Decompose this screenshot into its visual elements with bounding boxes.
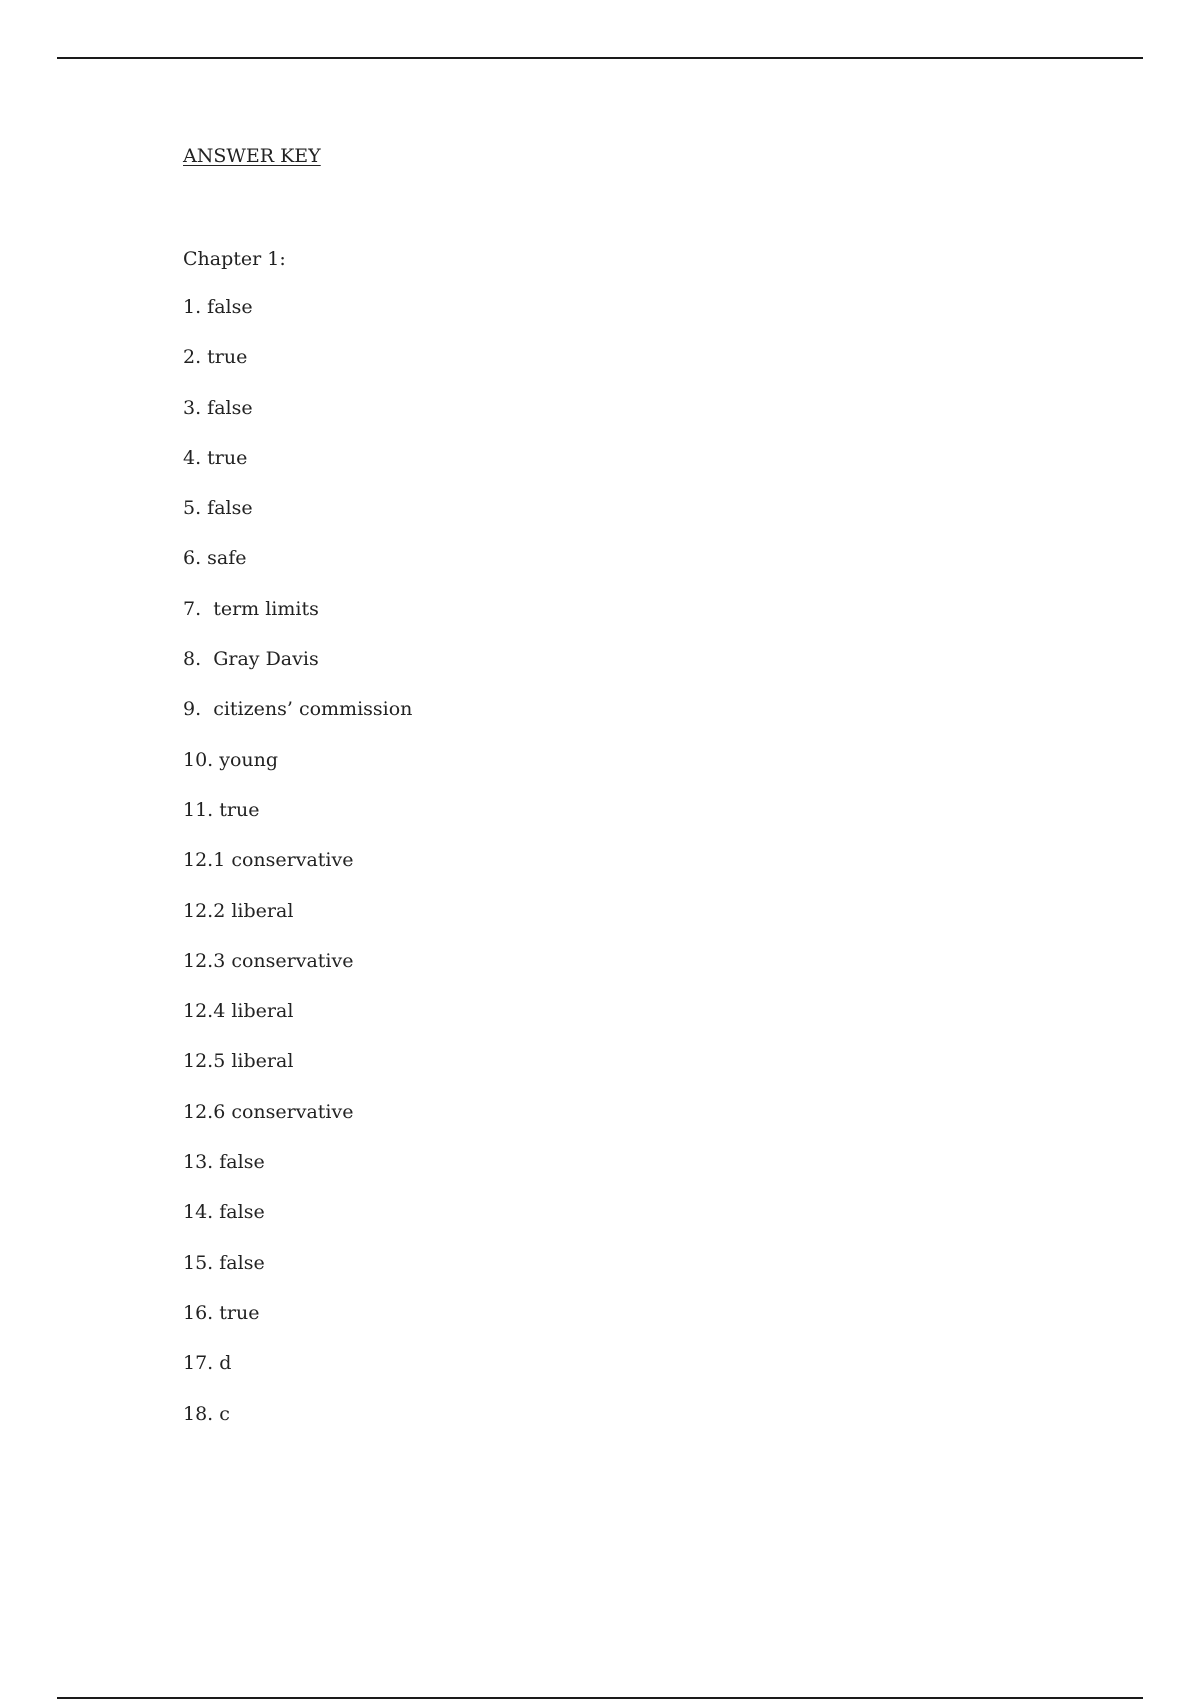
- answer-item: 12.6 conservative: [183, 1100, 354, 1123]
- answer-item: 12.5 liberal: [183, 1050, 294, 1073]
- answer-item: 4. true: [183, 446, 248, 469]
- answer-item: 12.4 liberal: [183, 1000, 294, 1023]
- page-title: ANSWER KEY: [183, 145, 321, 167]
- answer-item: 3. false: [183, 396, 253, 419]
- answer-item: 9. citizens’ commission: [183, 698, 413, 721]
- answer-item: 14. false: [183, 1201, 265, 1224]
- answer-list: [183, 296, 412, 1453]
- answer-item: 17. d: [183, 1352, 232, 1375]
- footer-rule: [57, 1697, 1143, 1699]
- answer-item: 12.2 liberal: [183, 899, 294, 922]
- header-rule: [57, 57, 1143, 59]
- answer-item: 2. true: [183, 346, 248, 369]
- answer-item: 7. term limits: [183, 597, 319, 620]
- answer-item: 5. false: [183, 497, 253, 520]
- answer-item: 1. false: [183, 296, 253, 318]
- chapter-label: Chapter 1:: [183, 248, 286, 270]
- answer-item: 8. Gray Davis: [183, 648, 319, 671]
- answer-item: 10. young: [183, 748, 279, 771]
- answer-item: 12.3 conservative: [183, 949, 354, 972]
- answer-item: 18. c: [183, 1402, 230, 1425]
- answer-item: 16. true: [183, 1301, 260, 1324]
- answer-item: 11. true: [183, 798, 260, 821]
- answer-item: 6. safe: [183, 547, 247, 570]
- answer-item: 13. false: [183, 1151, 265, 1174]
- answer-item: 15. false: [183, 1251, 265, 1274]
- answer-item: 12.1 conservative: [183, 849, 354, 872]
